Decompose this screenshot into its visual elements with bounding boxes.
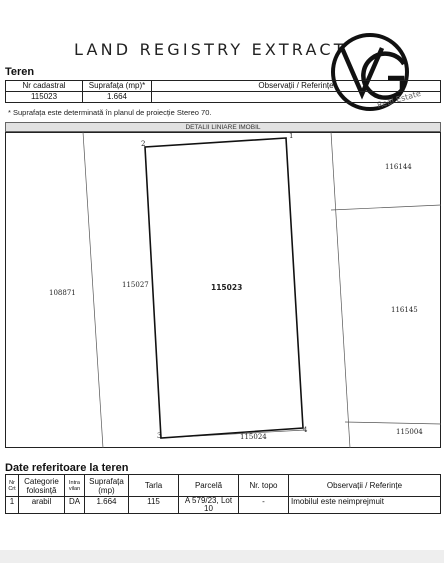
neighbor-108871-label: 108871 (49, 289, 76, 297)
cadastral-map (5, 132, 441, 448)
surface-note: * Suprafața este determinată în planul de proiecție Stereo 70. (8, 108, 212, 117)
cell-suprafata: 1.664 (83, 92, 152, 103)
cell-observatii (152, 92, 441, 103)
header-parcela: Parcelă (179, 475, 239, 497)
detail-header: DETALII LINIARE IMOBIL (5, 122, 441, 132)
header-intravilan: Intra vilan (65, 475, 85, 497)
vertex-4-label: 4 (303, 426, 308, 434)
cell-categorie: arabil (19, 497, 65, 514)
vertex-2-label: 2 (141, 140, 146, 148)
teren-section-title: Teren (5, 66, 35, 78)
neighbor-115027-label: 115027 (122, 281, 149, 289)
neighbor-115004-label: 115004 (396, 428, 423, 436)
header-categorie: Categorie folosință (19, 475, 65, 497)
logo-text: Real Estate (376, 88, 422, 110)
neighbor-116145-label: 116145 (391, 306, 418, 314)
teren-table (5, 80, 441, 103)
header-nr-cadastral: Nr cadastral (6, 81, 83, 92)
referitoare-section-title: Date referitoare la teren (5, 462, 129, 474)
header-observatii-ref: Observații / Referințe (289, 475, 441, 497)
header-nr-topo: Nr. topo (239, 475, 289, 497)
cell-nr-crt: 1 (6, 497, 19, 514)
cell-nr-cadastral: 115023 (6, 92, 83, 103)
cell-parcela: A 579/23, Lot 10 (179, 497, 239, 514)
referitoare-header-row (6, 475, 441, 497)
teren-header-row (6, 81, 441, 92)
document-title: LAND REGISTRY EXTRACT (74, 40, 347, 59)
neighbor-115024-label: 115024 (240, 433, 267, 441)
cell-observatii-ref: Imobilul este neimprejmuit (289, 497, 441, 514)
header-tarla: Tarla (129, 475, 179, 497)
header-observatii: Observații / Referințe (152, 81, 441, 92)
referitoare-table (5, 474, 441, 514)
teren-row (6, 92, 441, 103)
vertex-1-label: 1 (289, 132, 294, 140)
bottom-bar (0, 550, 444, 563)
referitoare-row (6, 497, 441, 514)
cell-suprafata-mp: 1.664 (85, 497, 129, 514)
neighbor-116144-label: 116144 (385, 163, 412, 171)
header-suprafata-mp: Suprafața (mp) (85, 475, 129, 497)
header-nr-crt: Nr Crt (6, 475, 19, 497)
cell-nr-topo: - (239, 497, 289, 514)
header-suprafata: Suprafața (mp)* (83, 81, 152, 92)
parcel-number-label: 115023 (211, 283, 243, 292)
vertex-3-label: 3 (157, 432, 162, 440)
cell-intravilan: DA (65, 497, 85, 514)
cell-tarla: 115 (129, 497, 179, 514)
